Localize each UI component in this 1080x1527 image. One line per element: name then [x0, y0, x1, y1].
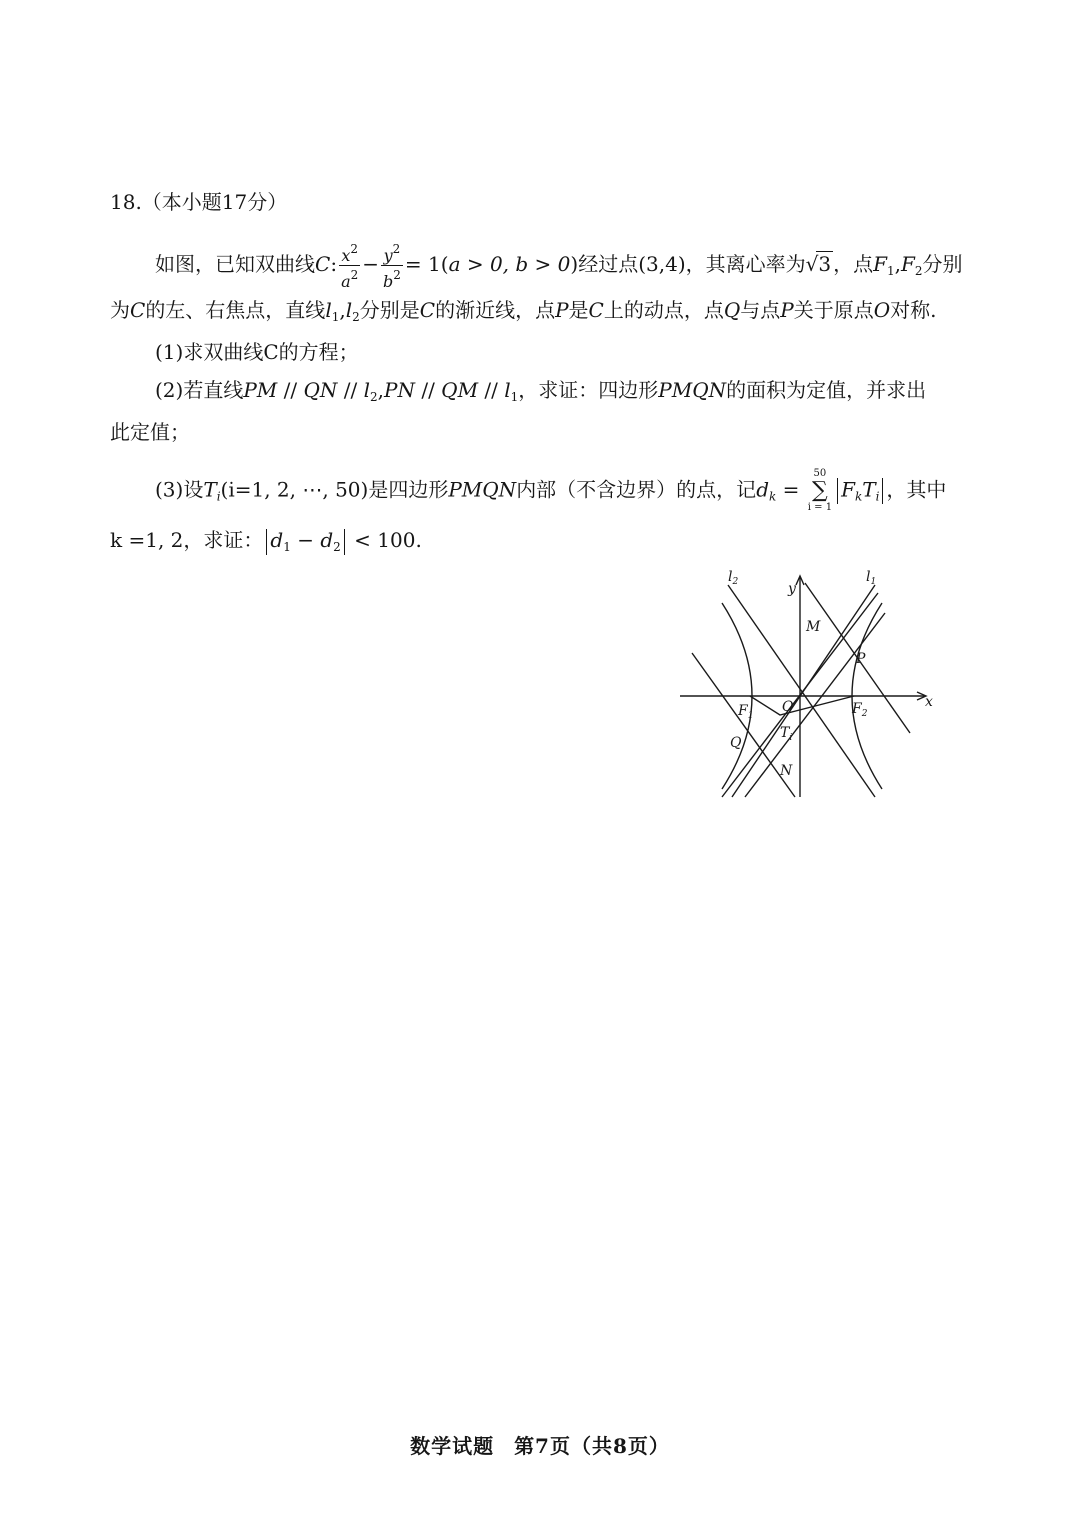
part-2-prefix: (2)若直线: [155, 378, 244, 402]
line-l2-sub: 2: [352, 310, 360, 324]
sum-sign: ∑: [812, 478, 828, 503]
focus-f2: F: [901, 252, 915, 276]
x-exponent: 2: [350, 242, 358, 256]
inequality: < 100.: [347, 528, 422, 552]
minus-sign: −: [290, 528, 321, 552]
stem-text: 是: [568, 298, 589, 322]
curve-symbol: C: [588, 298, 604, 322]
parallel-sign: //: [414, 378, 442, 402]
stem-intro: 如图，已知双曲线: [155, 252, 315, 276]
focal-segments: [750, 696, 854, 715]
stem-text: 对称.: [890, 298, 937, 322]
part-3-prefix: (3)设: [155, 477, 204, 502]
point-p: P: [780, 298, 794, 322]
stem-text: 为: [110, 298, 130, 322]
foci-prefix: ，点: [833, 252, 874, 276]
label-f2-sub: 2: [861, 709, 868, 719]
quadrilateral: PMQN: [658, 378, 727, 402]
svg-text:l2: [728, 569, 738, 587]
segment-qn: QN: [303, 378, 338, 402]
line-l1-sub: 1: [510, 390, 519, 404]
line-l1-sub: 1: [331, 310, 340, 324]
label-x: x: [925, 694, 933, 710]
part-3-tail: ，其中: [886, 477, 947, 502]
label-f2: F: [852, 701, 862, 717]
label-f1: F: [738, 703, 748, 719]
y-variable: y: [383, 246, 393, 265]
footer-page-number: 第7页（共8页）: [514, 1434, 670, 1458]
stem-text: 与点: [740, 298, 781, 322]
part-3-continued: [110, 528, 422, 559]
b-exponent: 2: [393, 268, 401, 282]
minus-sign: −: [362, 252, 380, 276]
stem-text: 的渐近线，点: [435, 298, 556, 322]
point-p: P: [555, 298, 569, 322]
fraction-x-over-a: [339, 240, 360, 291]
label-l2-sub: 2: [732, 577, 739, 587]
fraction-y-over-b: [381, 240, 403, 291]
y-exponent: 2: [392, 242, 401, 256]
conditions: a > 0, b > 0: [448, 252, 571, 276]
part-3: (3)设$T_i(i=1$, 2, ⋯, 50)是四边形PMQN内部（不含边界）的点，记$d_k$ = 50 ∑ i = 1 $F_kT_i$ ，其中: [155, 468, 947, 513]
line-l1: l: [504, 378, 511, 402]
stem-text: 关于原点: [793, 298, 874, 322]
segment-pn: PN: [384, 378, 415, 402]
quadrilateral: PMQN: [448, 477, 517, 502]
focus-fk-sub: k: [854, 489, 863, 504]
stem-text: 分别是: [359, 298, 420, 322]
part-1: (1)求双曲线C的方程；: [155, 340, 359, 364]
point-q: Q: [723, 298, 741, 322]
part-2-continued: 此定值；: [110, 420, 190, 444]
origin-o: O: [873, 298, 891, 322]
d-sub-k: k: [769, 489, 777, 504]
d1-symbol: d: [270, 528, 284, 552]
svg-text:Ti: [780, 725, 792, 743]
label-t: T: [780, 725, 790, 741]
abs-bar: [344, 529, 345, 555]
curve-symbol: C: [419, 298, 436, 322]
page-footer: [0, 1430, 1080, 1459]
abs-bar: [882, 478, 883, 504]
question-stem-line-2: 为C的左、右焦点，直线$l_1,l_2$分别是C的渐近线，点P是C上的动点，点Q与点P关于原点O对称.: [110, 298, 937, 324]
focus-fk: F: [841, 477, 855, 502]
label-m: M: [806, 619, 821, 635]
part-3-range: (i=1, 2, ⋯, 50)是四边形: [220, 477, 449, 502]
label-p: P: [856, 651, 866, 667]
line-l2: l: [345, 298, 353, 322]
sum-lower: i = 1: [807, 502, 833, 513]
focus-f1-sub: 1: [887, 264, 895, 278]
part-3-line2-prefix: k =1, 2，求证：: [110, 528, 264, 552]
part-2-mid: ，求证：四边形: [518, 378, 659, 402]
point-t: T: [203, 477, 217, 502]
d2-symbol: d: [320, 528, 334, 552]
sqrt-radicand: 3: [818, 252, 832, 276]
line-l1: l: [325, 298, 332, 322]
curve-symbol: C: [130, 298, 146, 322]
d1-sub: 1: [283, 540, 291, 554]
parallel-sign: //: [478, 378, 505, 402]
question-heading: 18.（本小题17分）: [110, 190, 288, 214]
label-q: Q: [730, 735, 742, 751]
abs-bar: [266, 529, 267, 555]
footer-subject: 数学试题: [410, 1434, 495, 1458]
stem-text: 上的动点，点: [603, 298, 724, 322]
line-l2: l: [363, 378, 370, 402]
segment-pm: PM: [243, 378, 278, 402]
point-ti: T: [862, 477, 876, 502]
parallel-sign: //: [277, 378, 304, 402]
summation: [808, 468, 832, 514]
x-variable: x: [341, 246, 351, 265]
segment-qm: QM: [441, 378, 479, 402]
point-ti-sub: i: [875, 489, 880, 504]
part-2-suffix: 的面积为定值，并求出: [726, 378, 927, 402]
stem-text: 的左、右焦点，直线: [145, 298, 326, 322]
curve-symbol: C: [315, 252, 331, 276]
a-exponent: 2: [350, 268, 359, 282]
hyperbola-figure: [670, 565, 945, 805]
sum-upper: 50: [813, 468, 827, 479]
focus-f2-sub: 2: [914, 264, 923, 278]
label-l1: l: [866, 569, 871, 585]
label-l1-sub: 1: [870, 577, 877, 587]
label-n: N: [780, 763, 793, 779]
foci-suffix: 分别: [922, 252, 963, 276]
hyperbola-diagram: [670, 565, 945, 805]
d-symbol: d: [756, 477, 769, 502]
line-l2-sub: 2: [370, 390, 378, 404]
part-2: (2)若直线PM // QN // $l_2,PN$ // QM // $l_1$，求证：四边形PMQN的面积为定值，并求出: [155, 378, 927, 404]
parallel-sign: //: [337, 378, 364, 402]
focus-f1: F: [873, 252, 887, 276]
label-f1-sub: 1: [747, 711, 754, 721]
equals-one: = 1(: [404, 252, 449, 276]
label-t-sub: i: [789, 733, 793, 743]
part-3-inner: 内部（不含边界）的点，记: [516, 477, 757, 502]
b-symbol: b: [383, 272, 394, 291]
svg-text:l1: [866, 569, 876, 587]
label-y: y: [788, 581, 796, 597]
abs-bar: [837, 478, 838, 504]
label-l2: l: [728, 569, 733, 585]
label-o: O: [782, 699, 794, 715]
through-point: )经过点(3,4)，其离心率为: [570, 252, 806, 276]
d2-sub: 2: [333, 540, 341, 554]
question-stem-line-1: 如图，已知双曲线C: $\frac{x^2}{a^2}$ − $\frac{y^2}{b^2}$ = 1(a > 0, b > 0)经过点(3,4)，其离心率为√3 ，点$F_1,F_2$分别: [155, 242, 963, 291]
point-t-sub: i: [216, 489, 221, 504]
svg-text:F2: [851, 701, 868, 719]
a-symbol: a: [341, 272, 351, 291]
